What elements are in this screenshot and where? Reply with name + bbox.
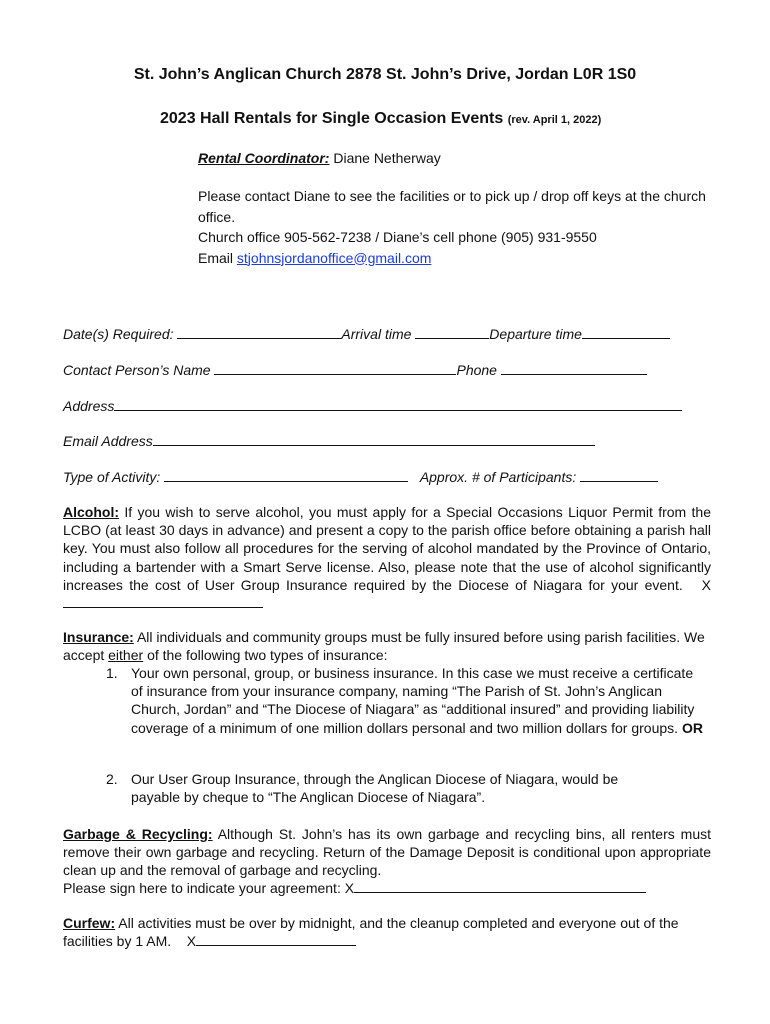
revision-date: (rev. April 1, 2022) [507,114,602,126]
activity-label: Type of Activity: [63,469,161,485]
curfew-heading: Curfew: [63,915,116,931]
alcohol-signature-line[interactable] [63,594,263,608]
phone-input-line[interactable] [501,361,647,375]
dates-input-line[interactable] [177,325,341,339]
contact-email-line [198,248,718,269]
insurance-item-1 [106,664,716,737]
subtitle-text: 2023 Hall Rentals for Single Occasion Events [160,110,504,127]
activity-field [63,468,658,485]
arrival-label: Arrival time [341,326,412,342]
contact-instructions: Please contact Diane to see the facilities or to pick up / drop off keys at the church office. [198,188,706,225]
insurance-either: either [108,647,144,664]
email-label: Email [198,249,234,266]
contact-name-input-line[interactable] [214,361,456,375]
garbage-section [63,825,711,880]
address-input-line[interactable] [114,397,682,411]
insurance-item-2 [106,770,716,806]
email-link[interactable]: stjohnsjordanoffice@gmail.com [236,249,432,266]
insurance-heading: Insurance: [63,629,134,645]
rental-coordinator [198,150,441,166]
email-address-label: Email Address [63,433,153,449]
email-field [63,432,595,449]
garbage-signature-line[interactable] [354,879,646,893]
contact-phones: Church office 905-562-7238 / Diane’s cell phone (905) 931-9550 [198,229,597,245]
curfew-sign-mark: X [186,933,197,950]
insurance-section [63,628,711,664]
item-1-number: 1. [106,665,118,681]
departure-label: Departure time [489,326,582,342]
participants-label: Approx. # of Participants: [419,469,577,485]
insurance-text-b: of the following two types of insurance: [147,647,388,664]
contact-name-label: Contact Person’s Name [63,362,211,378]
activity-input-line[interactable] [164,468,408,482]
curfew-signature-line[interactable] [196,932,356,946]
document-title: St. John’s Anglican Church 2878 St. John’s Drive, Jordan L0R 1S0 [133,66,637,83]
item-2-number: 2. [106,771,118,787]
item-1-or: OR [681,719,703,736]
email-input-line[interactable] [153,432,595,446]
contact-info [198,186,718,268]
address-label: Address [63,398,115,414]
item-2-text: Our User Group Insurance, through the Anglican Diocese of Niagara, would be payable by cheque to “The Anglican Diocese of Niagara”. [131,771,619,806]
alcohol-section [63,503,711,612]
phone-label: Phone [456,362,497,378]
garbage-sign-text: Please sign here to indicate your agreement: X [63,880,355,896]
alcohol-heading: Alcohol: [63,504,119,520]
garbage-sign-line [63,879,646,896]
participants-input-line[interactable] [580,468,658,482]
address-field [63,397,682,414]
coordinator-label: Rental Coordinator: [198,150,330,166]
item-1-text: Your own personal, group, or business insurance. In this case we must receive a certificate of insurance from your insurance company, naming “The Parish of St. John’s Anglican Church, Jordan” and “The Diocese of Niagara” as “additional insured” and providing liability coverage of a minimum of one million dollars personal and two million dollars for groups. [131,665,695,736]
contact-name-field [63,361,647,378]
garbage-text: Although St. John’s has its own garbage and recycling bins, all renters must remove their own garbage and recycling. Return of the Damage Deposit is conditional upon appropriate clean up and the removal of garbage and recycling. [63,826,712,879]
garbage-heading: Garbage & Recycling: [63,826,213,842]
alcohol-text: If you wish to serve alcohol, you must apply for a Special Occasions Liquor Permit from the LCBO (at least 30 days in advance) and present a copy to the parish office before obtaining a parish hall key. You must also follow all procedures for the serving of alcohol mandated by the Province of Ontario, including a bartender with a Smart Serve license. Also, please note that the use of alcohol significantly increases the cost of User Group Insurance required by the Diocese of Niagara for your event. [63,504,712,593]
dates-field [63,325,670,342]
curfew-text: All activities must be over by midnight, and the cleanup completed and everyone out of the facilities by 1 AM. [63,915,679,950]
arrival-input-line[interactable] [415,325,489,339]
alcohol-sign-mark: X [701,576,712,593]
departure-input-line[interactable] [582,325,670,339]
document-subtitle [160,110,601,128]
coordinator-name: Diane Netherway [333,150,441,166]
dates-label: Date(s) Required: [63,326,174,342]
insurance-text-a: All individuals and community groups must be fully insured before using parish facilities. We accept [63,629,705,664]
item-1-text-wrap [131,664,706,737]
curfew-section [63,914,703,950]
